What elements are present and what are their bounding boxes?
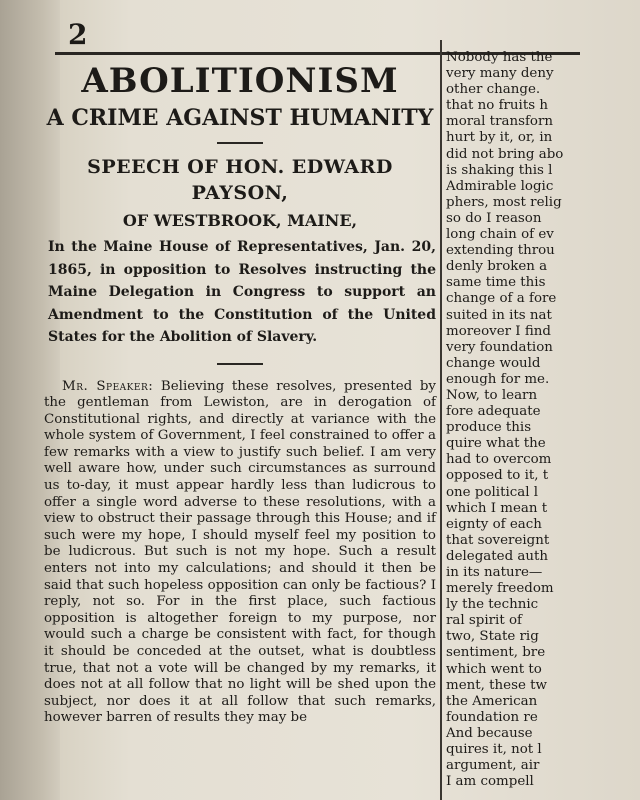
- speaker-location: OF WESTBROOK, MAINE,: [122, 211, 358, 230]
- article-column: [44, 62, 436, 727]
- right-column-line: opposed to it, t: [446, 468, 549, 484]
- right-column-line: quires it, not l: [446, 742, 542, 758]
- right-column-fragment: [446, 50, 640, 790]
- right-column-line: ly the technic: [446, 597, 539, 613]
- body-paragraph: [44, 379, 436, 727]
- right-column-line: hurt by it, or, in: [446, 130, 553, 146]
- right-column-line: very many deny: [446, 66, 554, 82]
- right-column-line: so do I reason: [446, 210, 542, 226]
- right-column-line: very foundation: [446, 339, 553, 355]
- right-column-line: ral spirit of: [446, 613, 522, 629]
- intro-paragraph: In the Maine House of Representatives, Jan. 20, 1865, in opposition to Resolves instructing the Maine Delegation in Congress to support an Amendment to the Constitution of the United States for the Abolition of Slavery.: [48, 239, 436, 345]
- right-column-line: delegated auth: [446, 548, 549, 564]
- right-column-line: had to overcom: [446, 452, 552, 468]
- page-number: 2: [68, 18, 88, 51]
- column-divider: [440, 40, 442, 800]
- headline: ABOLITIONISM: [81, 61, 399, 101]
- right-column-line: the American: [446, 693, 538, 709]
- speech-title: SPEECH OF HON. EDWARD PAYSON,: [87, 156, 393, 204]
- right-column-line: produce this: [446, 420, 532, 436]
- body-lead: Mr. Speaker:: [62, 378, 154, 394]
- right-column-line: quire what the: [446, 436, 546, 452]
- right-column-line: long chain of ev: [446, 227, 554, 243]
- right-column-line: moreover I find: [446, 323, 551, 339]
- subheadline: A CRIME AGAINST HUMANITY: [46, 105, 434, 131]
- right-column-line: Nobody has the: [446, 50, 553, 65]
- right-column-line: which I mean t: [446, 500, 548, 516]
- right-column-line: Admirable logic: [446, 178, 554, 194]
- right-column-line: extending throu: [446, 243, 555, 259]
- divider-rule: [217, 363, 263, 365]
- right-column-line: change of a fore: [446, 291, 557, 307]
- right-column-line: I am compell: [446, 774, 534, 790]
- right-column-line: moral transforn: [446, 114, 553, 130]
- right-column-line: merely freedom: [446, 581, 554, 597]
- right-column-line: foundation re: [446, 709, 538, 725]
- right-column-line: that sovereignt: [446, 532, 550, 548]
- body-text: Believing these resolves, presented by the gentleman from Lewiston, are in derogation of Constitutional rights, and directly at variance with the whole system of Government, I feel constrained to offer a few remarks with a view to justify such belief. I am very well aware how, under such circumstances as surround us to-day, it must appear hardly less than ludicrous to offer a single word adverse to these resolutions, with a view to obstruct their passage through this House; and if such were my hope, I should myself feel my position to be ludicrous. But such is not my hope. Such a result enters not into my calculations; and should it then be said that such hopeless opposition can only be factious? I reply, not so. For in the first place, such factious opposition is altogether foreign to my purpose, nor would such a charge be consistent with fact, for though it should be conceded at the outset, what is doubtless true, that not a vote will be changed by my remarks, it does not at all follow that no light will be shed upon the subject, nor does it at all follow that such remarks, however barren of results they may be: [44, 378, 436, 726]
- right-column-line: ment, these tw: [446, 677, 547, 693]
- right-column-line: which went to: [446, 661, 542, 677]
- right-column-line: argument, air: [446, 758, 540, 774]
- right-column-line: two, State rig: [446, 629, 539, 645]
- right-column-line: same time this: [446, 275, 546, 291]
- right-column-line: fore adequate: [446, 404, 541, 420]
- right-column-line: And because: [446, 725, 533, 741]
- right-column-line: eignty of each: [446, 516, 542, 532]
- right-column-line: that no fruits h: [446, 98, 548, 114]
- right-column-line: is shaking this l: [446, 162, 553, 178]
- right-column-line: did not bring abo: [446, 146, 564, 162]
- right-column-line: in its nature—: [446, 565, 543, 580]
- right-column-line: one political l: [446, 484, 539, 500]
- right-column-line: sentiment, bre: [446, 645, 546, 661]
- right-column-line: other change.: [446, 82, 541, 98]
- right-column-line: denly broken a: [446, 259, 548, 275]
- right-column-line: enough for me.: [446, 371, 550, 387]
- right-column-line: change would: [446, 355, 541, 371]
- divider-rule: [217, 142, 263, 144]
- right-column-line: phers, most relig: [446, 194, 562, 210]
- right-column-line: suited in its nat: [446, 307, 552, 323]
- right-column-line: Now, to learn: [446, 387, 538, 403]
